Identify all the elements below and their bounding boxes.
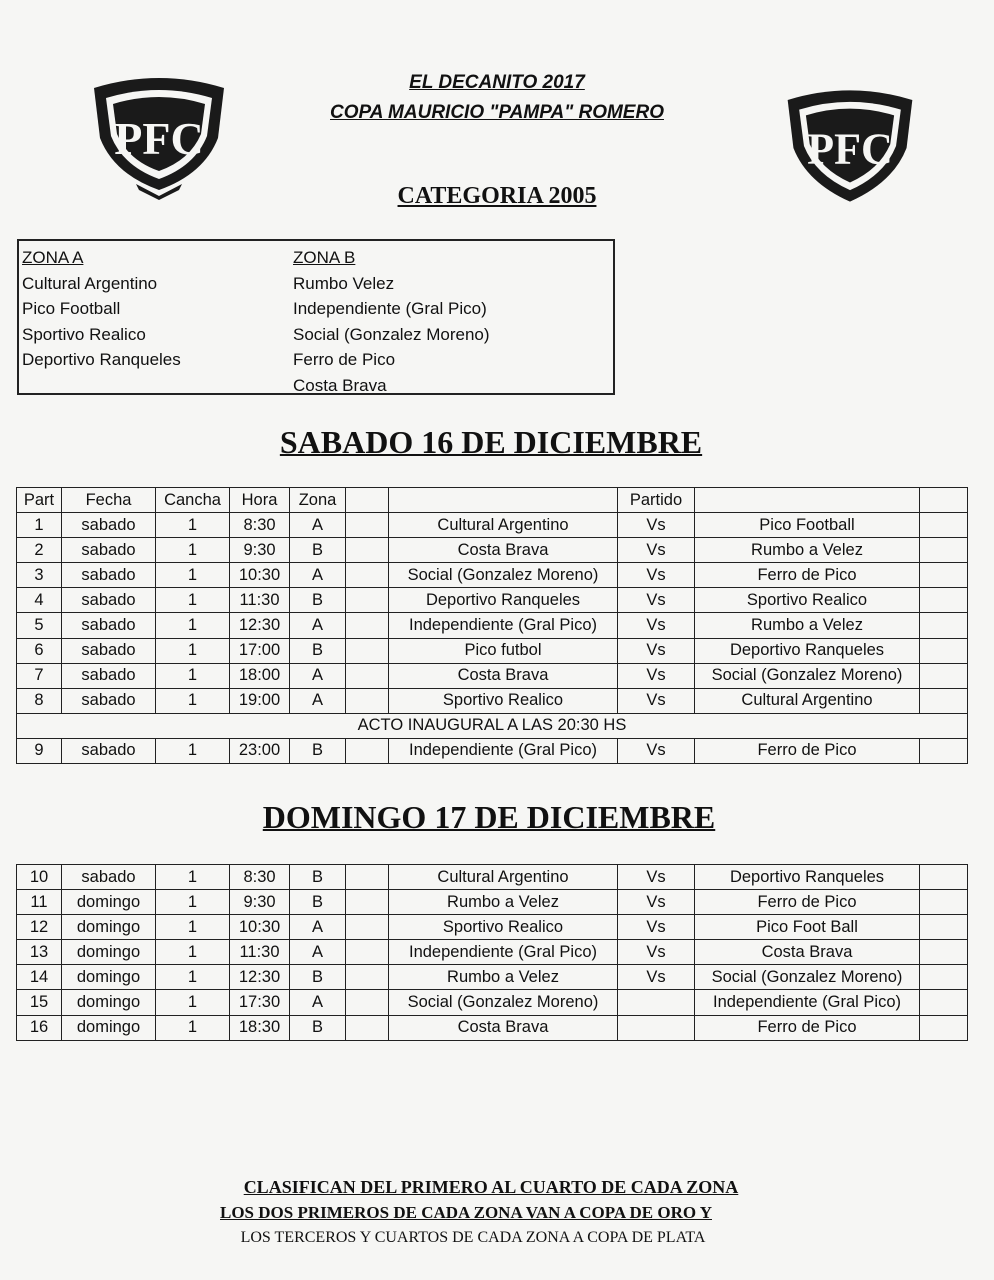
empty-cell (920, 965, 968, 990)
logo-letters: PFC (807, 124, 893, 174)
match-number: 5 (17, 613, 62, 638)
away-team: Independiente (Gral Pico) (695, 990, 920, 1015)
match-zone: B (290, 1015, 346, 1040)
saturday-title: SABADO 16 DE DICIEMBRE (279, 424, 703, 460)
home-team: Social (Gonzalez Moreno) (389, 990, 618, 1015)
empty-cell (920, 990, 968, 1015)
match-field: 1 (156, 588, 230, 613)
match-time: 19:00 (230, 688, 290, 713)
match-field: 1 (156, 738, 230, 763)
logo-letters: PFC (114, 113, 204, 164)
empty-cell (346, 513, 389, 538)
match-number: 7 (17, 663, 62, 688)
match-zone: A (290, 940, 346, 965)
zone-a-column (22, 245, 181, 373)
versus (618, 1015, 695, 1040)
column-header (920, 488, 968, 513)
zone-a-team: Pico Football (22, 299, 121, 318)
column-header: Fecha (62, 488, 156, 513)
home-team: Costa Brava (389, 538, 618, 563)
zone-b-team: Costa Brava (293, 375, 387, 395)
sunday-schedule-table (16, 864, 968, 1041)
empty-cell (920, 513, 968, 538)
match-field: 1 (156, 513, 230, 538)
match-time: 9:30 (230, 890, 290, 915)
empty-cell (346, 965, 389, 990)
match-number: 1 (17, 513, 62, 538)
home-team: Social (Gonzalez Moreno) (389, 563, 618, 588)
home-team: Cultural Argentino (389, 513, 618, 538)
home-team: Deportivo Ranqueles (389, 588, 618, 613)
home-team: Sportivo Realico (389, 915, 618, 940)
match-zone: B (290, 738, 346, 763)
match-day: sabado (62, 663, 156, 688)
match-day: domingo (62, 965, 156, 990)
home-team: Sportivo Realico (389, 688, 618, 713)
zone-b-team: Independiente (Gral Pico) (293, 299, 487, 318)
match-time: 18:30 (230, 1015, 290, 1040)
match-time: 23:00 (230, 738, 290, 763)
table-row (17, 990, 968, 1015)
table-row (17, 563, 968, 588)
away-team: Pico Foot Ball (695, 915, 920, 940)
footer-line-2: LOS DOS PRIMEROS DE CADA ZONA VAN A COPA DE ORO Y (220, 1203, 712, 1222)
table-row (17, 965, 968, 990)
match-zone: A (290, 513, 346, 538)
table-row (17, 513, 968, 538)
empty-cell (346, 1015, 389, 1040)
table-row (17, 663, 968, 688)
versus: Vs (618, 865, 695, 890)
match-field: 1 (156, 563, 230, 588)
away-team: Pico Football (695, 513, 920, 538)
match-day: sabado (62, 688, 156, 713)
match-field: 1 (156, 990, 230, 1015)
versus: Vs (618, 513, 695, 538)
zone-b-title: ZONA B (293, 248, 356, 267)
zone-a-title: ZONA A (22, 248, 84, 267)
match-number: 9 (17, 738, 62, 763)
column-header (695, 488, 920, 513)
zone-a-team: Cultural Argentino (22, 273, 158, 293)
match-day: sabado (62, 538, 156, 563)
match-time: 8:30 (230, 513, 290, 538)
match-day: domingo (62, 890, 156, 915)
away-team: Ferro de Pico (695, 738, 920, 763)
empty-cell (920, 663, 968, 688)
away-team: Social (Gonzalez Moreno) (695, 965, 920, 990)
table-row (17, 915, 968, 940)
match-time: 9:30 (230, 538, 290, 563)
match-field: 1 (156, 663, 230, 688)
empty-cell (920, 890, 968, 915)
table-row (17, 1015, 968, 1040)
column-header: Part (17, 488, 62, 513)
zone-b-team: Rumbo Velez (293, 273, 395, 293)
match-zone: B (290, 588, 346, 613)
empty-cell (346, 638, 389, 663)
match-time: 17:30 (230, 990, 290, 1015)
footer-line-3: LOS TERCEROS Y CUARTOS DE CADA ZONA A COPA DE PLATA (240, 1229, 706, 1246)
empty-cell (346, 865, 389, 890)
column-header: Partido (618, 488, 695, 513)
match-number: 12 (17, 915, 62, 940)
column-header (346, 488, 389, 513)
match-number: 8 (17, 688, 62, 713)
match-time: 12:30 (230, 965, 290, 990)
versus: Vs (618, 538, 695, 563)
empty-cell (920, 940, 968, 965)
match-number: 15 (17, 990, 62, 1015)
acto-inaugural-note: ACTO INAUGURAL A LAS 20:30 HS (17, 713, 968, 738)
match-day: sabado (62, 563, 156, 588)
match-zone: A (290, 663, 346, 688)
match-zone: B (290, 865, 346, 890)
versus: Vs (618, 663, 695, 688)
table-row (17, 890, 968, 915)
versus: Vs (618, 890, 695, 915)
match-field: 1 (156, 915, 230, 940)
match-day: sabado (62, 638, 156, 663)
empty-cell (920, 588, 968, 613)
match-field: 1 (156, 965, 230, 990)
zone-b-team: Social (Gonzalez Moreno) (293, 324, 490, 344)
table-row (17, 613, 968, 638)
match-field: 1 (156, 940, 230, 965)
match-number: 13 (17, 940, 62, 965)
event-title: EL DECANITO 2017 (409, 72, 585, 93)
away-team: Cultural Argentino (695, 688, 920, 713)
match-day: sabado (62, 738, 156, 763)
table-row (17, 588, 968, 613)
match-zone: A (290, 990, 346, 1015)
versus: Vs (618, 638, 695, 663)
match-time: 12:30 (230, 613, 290, 638)
table-row (17, 865, 968, 890)
away-team: Deportivo Ranqueles (695, 865, 920, 890)
versus: Vs (618, 563, 695, 588)
empty-cell (346, 688, 389, 713)
versus: Vs (618, 588, 695, 613)
away-team: Ferro de Pico (695, 1015, 920, 1040)
empty-cell (346, 563, 389, 588)
acto-row (17, 713, 968, 738)
match-number: 10 (17, 865, 62, 890)
home-team: Rumbo a Velez (389, 890, 618, 915)
column-header: Zona (290, 488, 346, 513)
empty-cell (920, 1015, 968, 1040)
sunday-title: DOMINGO 17 DE DICIEMBRE (262, 799, 716, 835)
match-time: 18:00 (230, 663, 290, 688)
versus: Vs (618, 940, 695, 965)
away-team: Social (Gonzalez Moreno) (695, 663, 920, 688)
column-header (389, 488, 618, 513)
table-row (17, 940, 968, 965)
match-field: 1 (156, 538, 230, 563)
home-team: Costa Brava (389, 1015, 618, 1040)
match-time: 8:30 (230, 865, 290, 890)
match-day: domingo (62, 915, 156, 940)
empty-cell (920, 688, 968, 713)
versus: Vs (618, 613, 695, 638)
match-zone: B (290, 965, 346, 990)
empty-cell (920, 563, 968, 588)
match-day: domingo (62, 990, 156, 1015)
empty-cell (920, 738, 968, 763)
empty-cell (346, 613, 389, 638)
empty-cell (346, 915, 389, 940)
match-number: 4 (17, 588, 62, 613)
empty-cell (920, 915, 968, 940)
match-field: 1 (156, 890, 230, 915)
empty-cell (346, 663, 389, 688)
match-field: 1 (156, 1015, 230, 1040)
match-zone: B (290, 538, 346, 563)
home-team: Costa Brava (389, 663, 618, 688)
table-row (17, 688, 968, 713)
table-row (17, 538, 968, 563)
match-day: domingo (62, 940, 156, 965)
away-team: Sportivo Realico (695, 588, 920, 613)
cup-title: COPA MAURICIO "PAMPA" ROMERO (330, 102, 664, 123)
zones-box (17, 239, 615, 395)
home-team: Pico futbol (389, 638, 618, 663)
versus: Vs (618, 965, 695, 990)
home-team: Cultural Argentino (389, 865, 618, 890)
match-zone: A (290, 688, 346, 713)
versus: Vs (618, 738, 695, 763)
away-team: Deportivo Ranqueles (695, 638, 920, 663)
away-team: Costa Brava (695, 940, 920, 965)
zone-a-team: Deportivo Ranqueles (22, 350, 181, 369)
empty-cell (920, 638, 968, 663)
home-team: Rumbo a Velez (389, 965, 618, 990)
match-field: 1 (156, 865, 230, 890)
table-header-row (17, 488, 968, 513)
column-header: Cancha (156, 488, 230, 513)
away-team: Rumbo a Velez (695, 613, 920, 638)
empty-cell (920, 613, 968, 638)
match-day: sabado (62, 865, 156, 890)
match-time: 11:30 (230, 588, 290, 613)
match-number: 6 (17, 638, 62, 663)
match-time: 10:30 (230, 915, 290, 940)
match-zone: B (290, 638, 346, 663)
away-team: Ferro de Pico (695, 890, 920, 915)
versus: Vs (618, 915, 695, 940)
footer-line-1: CLASIFICAN DEL PRIMERO AL CUARTO DE CADA ZONA (243, 1177, 739, 1197)
saturday-schedule-table (16, 487, 968, 764)
empty-cell (920, 865, 968, 890)
away-team: Ferro de Pico (695, 563, 920, 588)
column-header: Hora (230, 488, 290, 513)
match-number: 16 (17, 1015, 62, 1040)
match-time: 10:30 (230, 563, 290, 588)
versus: Vs (618, 688, 695, 713)
empty-cell (346, 588, 389, 613)
empty-cell (346, 738, 389, 763)
match-zone: B (290, 890, 346, 915)
match-time: 17:00 (230, 638, 290, 663)
empty-cell (920, 538, 968, 563)
category-title: CATEGORIA 2005 (397, 183, 597, 209)
zone-b-column (293, 245, 490, 398)
table-row (17, 638, 968, 663)
match-zone: A (290, 563, 346, 588)
empty-cell (346, 940, 389, 965)
match-day: domingo (62, 1015, 156, 1040)
versus (618, 990, 695, 1015)
table-row (17, 738, 968, 763)
home-team: Independiente (Gral Pico) (389, 940, 618, 965)
match-field: 1 (156, 688, 230, 713)
match-zone: A (290, 613, 346, 638)
match-field: 1 (156, 613, 230, 638)
match-field: 1 (156, 638, 230, 663)
match-number: 3 (17, 563, 62, 588)
match-day: sabado (62, 588, 156, 613)
match-number: 11 (17, 890, 62, 915)
empty-cell (346, 890, 389, 915)
zone-b-team: Ferro de Pico (293, 350, 396, 369)
home-team: Independiente (Gral Pico) (389, 613, 618, 638)
empty-cell (346, 990, 389, 1015)
match-number: 14 (17, 965, 62, 990)
match-time: 11:30 (230, 940, 290, 965)
empty-cell (346, 538, 389, 563)
away-team: Rumbo a Velez (695, 538, 920, 563)
zone-a-team: Sportivo Realico (22, 324, 146, 344)
home-team: Independiente (Gral Pico) (389, 738, 618, 763)
match-zone: A (290, 915, 346, 940)
match-day: sabado (62, 513, 156, 538)
match-day: sabado (62, 613, 156, 638)
match-number: 2 (17, 538, 62, 563)
